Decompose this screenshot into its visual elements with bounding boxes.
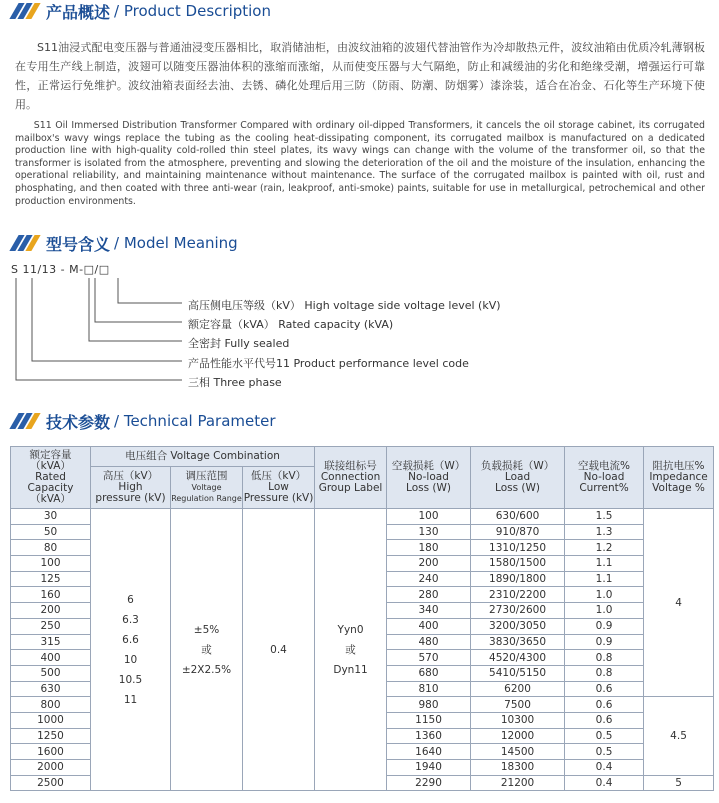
cell-load-loss: 6200 <box>471 681 565 697</box>
cell-load-loss: 1310/1250 <box>471 540 565 556</box>
cell-no-load-current: 0.8 <box>565 650 644 666</box>
description-paragraph-cn: S11油浸式配电变压器与普通油浸变压器相比，取消储油柜，由波纹油箱的波翅代替油管作为冷却散热元件，波纹油箱由优质冷轧薄钢板在专用生产线上制造，波翅可以随变压器油体积的涨缩而涨缩，从而使变压器与大气隔绝，防止和减缓油的劣化和绝缘受潮，增强运行可靠性，正常运行免维护。波纹油箱表面经去油、去锈、磷化处理后用三防（防雨、防潮、防烟雾）漆涂装，适合在冶金、石化等生产环境下使用。 <box>15 41 705 111</box>
cell-no-load-loss: 480 <box>387 634 471 650</box>
cell-capacity: 250 <box>11 618 91 634</box>
cell-load-loss: 1890/1800 <box>471 571 565 587</box>
slash-decoration-icon <box>8 411 42 431</box>
cell-capacity: 80 <box>11 540 91 556</box>
cell-low-pressure: 0.4 <box>243 509 315 791</box>
cell-no-load-current: 1.0 <box>565 587 644 603</box>
cell-load-loss: 2730/2600 <box>471 603 565 619</box>
cell-impedance-voltage: 5 <box>644 775 714 791</box>
cell-no-load-loss: 980 <box>387 697 471 713</box>
cell-capacity: 1000 <box>11 712 91 728</box>
cell-impedance-voltage: 4.5 <box>644 697 714 775</box>
cell-load-loss: 1580/1500 <box>471 556 565 572</box>
header-high-pressure: 高压（kV） High pressure (kV) <box>91 467 171 509</box>
cell-no-load-current: 1.0 <box>565 603 644 619</box>
cell-no-load-loss: 1940 <box>387 760 471 776</box>
cell-capacity: 30 <box>11 509 91 525</box>
model-label-performance: 产品性能水平代号11 Product performance level code <box>188 357 469 370</box>
header-no-load-loss: 空载损耗（W） No-load Loss (W) <box>387 447 471 509</box>
model-label-capacity: 额定容量（kVA） Rated capacity (kVA) <box>188 318 394 331</box>
cell-no-load-current: 0.5 <box>565 744 644 760</box>
cell-capacity: 50 <box>11 524 91 540</box>
cell-no-load-current: 1.3 <box>565 524 644 540</box>
header-voltage-combination: 电压组合 Voltage Combination <box>91 447 315 467</box>
cell-no-load-current: 0.9 <box>565 618 644 634</box>
cell-no-load-current: 0.5 <box>565 728 644 744</box>
cell-capacity: 630 <box>11 681 91 697</box>
cell-no-load-current: 0.6 <box>565 697 644 713</box>
cell-no-load-loss: 2290 <box>387 775 471 791</box>
cell-load-loss: 12000 <box>471 728 565 744</box>
technical-title-en: / Technical Parameter <box>114 412 276 430</box>
description-title-cn: 产品概述 <box>46 2 111 22</box>
cell-capacity: 1600 <box>11 744 91 760</box>
cell-no-load-current: 0.8 <box>565 665 644 681</box>
cell-capacity: 500 <box>11 665 91 681</box>
cell-capacity: 800 <box>11 697 91 713</box>
model-label-sealed: 全密封 Fully sealed <box>188 337 290 350</box>
cell-no-load-current: 0.6 <box>565 681 644 697</box>
cell-load-loss: 10300 <box>471 712 565 728</box>
description-title-en: / Product Description <box>114 2 271 20</box>
cell-no-load-loss: 280 <box>387 587 471 603</box>
cell-no-load-loss: 1360 <box>387 728 471 744</box>
parameter-table <box>10 446 714 791</box>
cell-load-loss: 18300 <box>471 760 565 776</box>
technical-heading <box>8 410 276 432</box>
cell-no-load-loss: 100 <box>387 509 471 525</box>
cell-no-load-loss: 400 <box>387 618 471 634</box>
cell-no-load-current: 0.4 <box>565 760 644 776</box>
cell-no-load-current: 0.6 <box>565 712 644 728</box>
model-code: S 11/13 - M-□/□ <box>11 263 110 276</box>
parameter-table-body <box>11 509 714 791</box>
cell-no-load-current: 1.1 <box>565 556 644 572</box>
cell-no-load-current: 0.9 <box>565 634 644 650</box>
header-low-pressure: 低压（kV） Low Pressure (kV) <box>243 467 315 509</box>
cell-no-load-current: 1.1 <box>565 571 644 587</box>
header-regulation-range: 调压范围 Voltage Regulation Range <box>171 467 243 509</box>
header-impedance-voltage: 阻抗电压% Impedance Voltage % <box>644 447 714 509</box>
cell-capacity: 100 <box>11 556 91 572</box>
cell-no-load-loss: 1640 <box>387 744 471 760</box>
cell-capacity: 160 <box>11 587 91 603</box>
cell-load-loss: 2310/2200 <box>471 587 565 603</box>
header-no-load-current: 空载电流% No-load Current% <box>565 447 644 509</box>
cell-connection-group: Yyn0 或 Dyn11 <box>315 509 387 791</box>
cell-load-loss: 630/600 <box>471 509 565 525</box>
cell-no-load-loss: 1150 <box>387 712 471 728</box>
cell-capacity: 400 <box>11 650 91 666</box>
cell-no-load-loss: 130 <box>387 524 471 540</box>
cell-no-load-loss: 680 <box>387 665 471 681</box>
description-paragraph-en: S11 Oil Immersed Distribution Transformer Compared with ordinary oil-dipped Transformers, it cancels the oil storage cabinet, its corrugated mailbox's wavy wings replace the tubing as the cooling heat-dissipating component, its corrugated mailbox is manufactured on a dedicated production line with high-quality cold-rolled thin steel plates, its wavy wings can change with the volume of the transformer oil, so that the transformer is isolated from the atmosphere, preventing and slowing the deterioration of the oil and the moisture of the insulation, enhancing the operational reliability, and maintaining maintenance without maintenance. The surface of the corrugated mailbox is painted with oil, rust and phosphating, and then coated with three anti-wear (rain, leakproof, anti-smoke) paints, suitable for use in metallurgical, petrochemical and other production environments. <box>15 120 705 207</box>
cell-no-load-current: 1.5 <box>565 509 644 525</box>
cell-load-loss: 4520/4300 <box>471 650 565 666</box>
model-label-voltage: 高压侧电压等级（kV） High voltage side voltage level (kV) <box>188 299 501 312</box>
table-row <box>11 509 714 525</box>
model-connector-lines <box>0 0 719 400</box>
cell-no-load-current: 1.2 <box>565 540 644 556</box>
header-connection-group: 联接组标号 Connection Group Label <box>315 447 387 509</box>
cell-load-loss: 910/870 <box>471 524 565 540</box>
cell-capacity: 1250 <box>11 728 91 744</box>
cell-no-load-loss: 810 <box>387 681 471 697</box>
technical-title-cn: 技术参数 <box>46 412 111 432</box>
cell-no-load-loss: 180 <box>387 540 471 556</box>
cell-capacity: 2500 <box>11 775 91 791</box>
cell-no-load-loss: 570 <box>387 650 471 666</box>
cell-no-load-loss: 200 <box>387 556 471 572</box>
cell-load-loss: 5410/5150 <box>471 665 565 681</box>
cell-capacity: 200 <box>11 603 91 619</box>
cell-load-loss: 3200/3050 <box>471 618 565 634</box>
cell-no-load-loss: 340 <box>387 603 471 619</box>
cell-load-loss: 21200 <box>471 775 565 791</box>
model-title-cn: 型号含义 <box>46 234 111 254</box>
cell-no-load-loss: 240 <box>387 571 471 587</box>
cell-load-loss: 7500 <box>471 697 565 713</box>
cell-load-loss: 14500 <box>471 744 565 760</box>
cell-capacity: 125 <box>11 571 91 587</box>
cell-capacity: 2000 <box>11 760 91 776</box>
cell-load-loss: 3830/3650 <box>471 634 565 650</box>
header-load-loss: 负载损耗（W） Load Loss (W) <box>471 447 565 509</box>
header-rated-capacity: 额定容量 （kVA） Rated Capacity （kVA） <box>11 447 91 509</box>
cell-no-load-current: 0.4 <box>565 775 644 791</box>
model-title-en: / Model Meaning <box>114 234 238 252</box>
cell-regulation-range: ±5% 或 ±2X2.5% <box>171 509 243 791</box>
cell-high-pressure: 6 6.3 6.6 10 10.5 11 <box>91 509 171 791</box>
model-label-phase: 三相 Three phase <box>188 376 282 389</box>
cell-impedance-voltage: 4 <box>644 509 714 697</box>
cell-capacity: 315 <box>11 634 91 650</box>
